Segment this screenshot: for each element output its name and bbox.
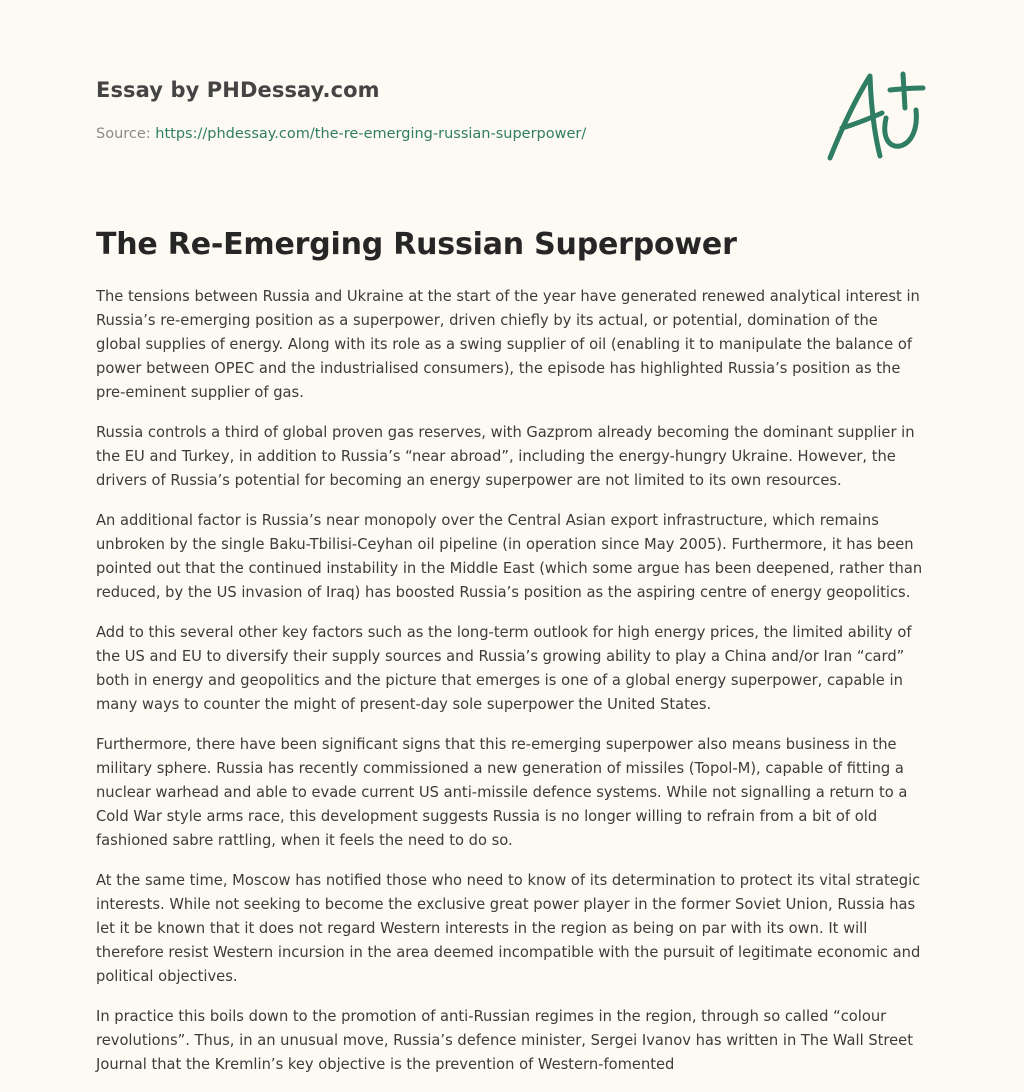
essay-paragraph: Furthermore, there have been significant signs that this re-emerging superpower also means business in the military sphere. Russia has recently commissioned a new generation of missiles (Topol-M), capable of fitting a nuclear warhead and able to evade current US anti-missile defence systems. While not signalling a return to a Cold War style arms race, this development suggests Russia is no longer willing to refrain from a bit of old fashioned sabre rattling, when it feels the need to do so. bbox=[96, 736, 908, 849]
source-link[interactable]: https://phdessay.com/the-re-emerging-russian-superpower/ bbox=[155, 126, 587, 142]
essay-title: The Re-Emerging Russian Superpower bbox=[96, 227, 737, 262]
essay-paragraph: The tensions between Russia and Ukraine at the start of the year have generated renewed analytical interest in Russia’s re-emerging position as a superpower, driven chiefly by its actual, or potential, domination of the global supplies of energy. Along with its role as a swing supplier of oil (enabling it to manipulate the balance of power between OPEC and the industrialised consumers), the episode has highlighted Russia’s position as the pre-eminent supplier of gas. bbox=[96, 288, 920, 401]
essay-paragraph: An additional factor is Russia’s near monopoly over the Central Asian export infrastructure, which remains unbroken by the single Baku-Tbilisi-Ceyhan oil pipeline (in operation since May 2005). Furthermore, it has been pointed out that the continued instability in the Middle East (which some argue has been deepened, rather than reduced, by the US invasion of Iraq) has boosted Russia’s position as the aspiring centre of energy geopolitics. bbox=[96, 512, 923, 601]
essay-paragraph: Russia controls a third of global proven gas reserves, with Gazprom already becoming the dominant supplier in the EU and Turkey, in addition to Russia’s “near abroad”, including the energy-hungry Ukraine. However, the drivers of Russia’s potential for becoming an energy superpower are not limited to its own resources. bbox=[96, 424, 915, 489]
essay-paragraph: In practice this boils down to the promotion of anti-Russian regimes in the region, through so called “colour revolutions”. Thus, in an unusual move, Russia’s defence minister, Sergei Ivanov has written in The Wall Street Journal that the Kremlin’s key objective is the prevention of Western-fomented bbox=[96, 1008, 913, 1073]
essay-header bbox=[96, 76, 796, 144]
source-line bbox=[96, 124, 796, 144]
essay-paragraph: At the same time, Moscow has notified those who need to know of its determination to protect its vital strategic interests. While not seeking to become the exclusive great power player in the former Soviet Union, Russia has let it be known that it does not regard Western interests in the region as being on par with its own. It will therefore resist Western incursion in the area deemed incompatible with the pursuit of legitimate economic and political objectives. bbox=[96, 872, 921, 985]
source-label: Source: bbox=[96, 126, 151, 142]
essay-body bbox=[96, 285, 926, 1092]
essay-paragraph: Add to this several other key factors such as the long-term outlook for high energy prices, the limited ability of the US and EU to diversify their supply sources and Russia’s growing ability to play a China and/or Iran “card” both in energy and geopolitics and the picture that emerges is one of a global energy superpower, capable in many ways to counter the might of present-day sole superpower the United States. bbox=[96, 624, 912, 713]
site-brand: Essay by PHDessay.com bbox=[96, 78, 380, 102]
a-plus-grade-icon bbox=[820, 64, 930, 168]
